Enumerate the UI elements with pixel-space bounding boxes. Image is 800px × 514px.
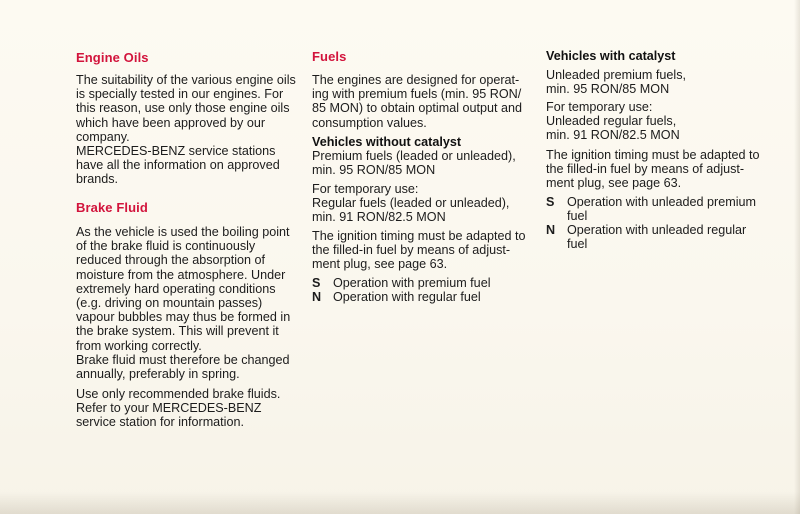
text-line: Use only recommended brake fluids.	[76, 387, 281, 401]
item-letter: N	[312, 290, 322, 304]
text-line: Operation with premium fuel	[333, 276, 491, 290]
list-item-n	[312, 290, 481, 304]
text-line: Operation with unleaded premium	[567, 195, 757, 209]
text-line: fuel	[567, 209, 588, 224]
text-line: which have been approved by our	[76, 115, 266, 130]
text-line: Refer to your MERCEDES-BENZ	[76, 401, 262, 416]
text-line: 85 MON) to obtain optimal output and	[312, 101, 523, 116]
text-line: min. 91 RON/82.5 MON	[546, 128, 680, 143]
text-line: service station for information.	[76, 415, 244, 430]
with-catalyst-paragraph-2	[546, 100, 680, 143]
text-line: is specially tested in our engines. For	[76, 87, 284, 102]
engine-oils-paragraph-2	[76, 144, 280, 187]
text-line: of the brake fluid is continuously	[76, 239, 256, 254]
without-catalyst-paragraph-1	[312, 149, 516, 177]
text-line: brands.	[76, 172, 119, 187]
item-letter: N	[546, 223, 556, 237]
text-line: The ignition timing must be adapted to	[546, 148, 760, 162]
text-line: As the vehicle is used the boiling point	[76, 225, 290, 239]
text-line: company.	[76, 129, 130, 144]
page-right-edge	[794, 0, 800, 514]
text-line: have all the information on approved	[76, 158, 280, 173]
text-line: Brake fluid must therefore be changed	[76, 353, 290, 367]
text-line: extremely hard operating conditions	[76, 281, 276, 296]
text-line: For temporary use:	[546, 100, 653, 114]
list-item-s	[546, 195, 756, 223]
brake-fluid-heading: Brake Fluid	[76, 200, 148, 215]
text-line: annually, preferably in spring.	[76, 367, 240, 382]
text-line: the brake system. This will prevent it	[76, 324, 279, 339]
text-line: vapour bubbles may thus be formed in	[76, 310, 291, 325]
text-line: MERCEDES-BENZ service stations	[76, 144, 276, 158]
text-line: For temporary use:	[312, 182, 419, 196]
text-line: ing with premium fuels (min. 95 RON/	[312, 87, 522, 102]
text-line: this reason, use only those engine oils	[76, 101, 290, 116]
text-line: Operation with regular fuel	[333, 290, 481, 304]
item-text	[567, 195, 756, 223]
text-line: The suitability of the various engine oils	[76, 73, 296, 87]
text-line: from working correctly.	[76, 338, 202, 353]
text-line: moisture from the atmosphere. Under	[76, 267, 286, 282]
text-line: reduced through the absorption of	[76, 253, 266, 268]
text-line: min. 95 RON/85 MON	[546, 82, 670, 97]
item-letter: S	[546, 195, 555, 209]
text-line: ment plug, see page 63.	[312, 257, 448, 272]
without-catalyst-paragraph-2	[312, 182, 509, 225]
without-catalyst-paragraph-3	[312, 229, 526, 272]
text-line: Operation with unleaded regular	[567, 223, 747, 237]
item-text	[567, 223, 746, 251]
text-line: Unleaded premium fuels,	[546, 68, 687, 82]
engine-oils-heading: Engine Oils	[76, 50, 149, 65]
brake-fluid-paragraph-2	[76, 353, 290, 381]
text-line: min. 91 RON/82.5 MON	[312, 210, 446, 225]
text-line: fuel	[567, 237, 588, 252]
page-bottom-shadow	[0, 492, 800, 514]
fuels-intro	[312, 73, 522, 130]
text-line: The ignition timing must be adapted to	[312, 229, 526, 243]
text-line: Unleaded regular fuels,	[546, 114, 677, 129]
text-line: the filled-in fuel by means of adjust-	[312, 243, 511, 258]
text-line: The engines are designed for operat-	[312, 73, 520, 87]
text-line: ment plug, see page 63.	[546, 176, 682, 191]
brake-fluid-paragraph-1	[76, 225, 290, 353]
engine-oils-paragraph-1	[76, 73, 296, 144]
text-line: min. 95 RON/85 MON	[312, 163, 436, 178]
list-item-s	[312, 276, 491, 290]
list-item-n	[546, 223, 746, 251]
text-line: consumption values.	[312, 115, 427, 130]
text-line: the filled-in fuel by means of adjust-	[546, 162, 745, 177]
with-catalyst-paragraph-1	[546, 68, 686, 96]
fuels-heading: Fuels	[312, 49, 347, 64]
with-catalyst-subheading: Vehicles with catalyst	[546, 49, 676, 63]
text-line: Regular fuels (leaded or unleaded),	[312, 196, 510, 211]
brake-fluid-paragraph-3	[76, 387, 280, 430]
item-text	[333, 290, 481, 304]
without-catalyst-subheading: Vehicles without catalyst	[312, 135, 462, 149]
with-catalyst-paragraph-3	[546, 148, 760, 191]
item-text	[333, 276, 491, 290]
text-line: (e.g. driving on mountain passes)	[76, 296, 263, 311]
item-letter: S	[312, 276, 321, 290]
text-line: Premium fuels (leaded or unleaded),	[312, 149, 516, 163]
